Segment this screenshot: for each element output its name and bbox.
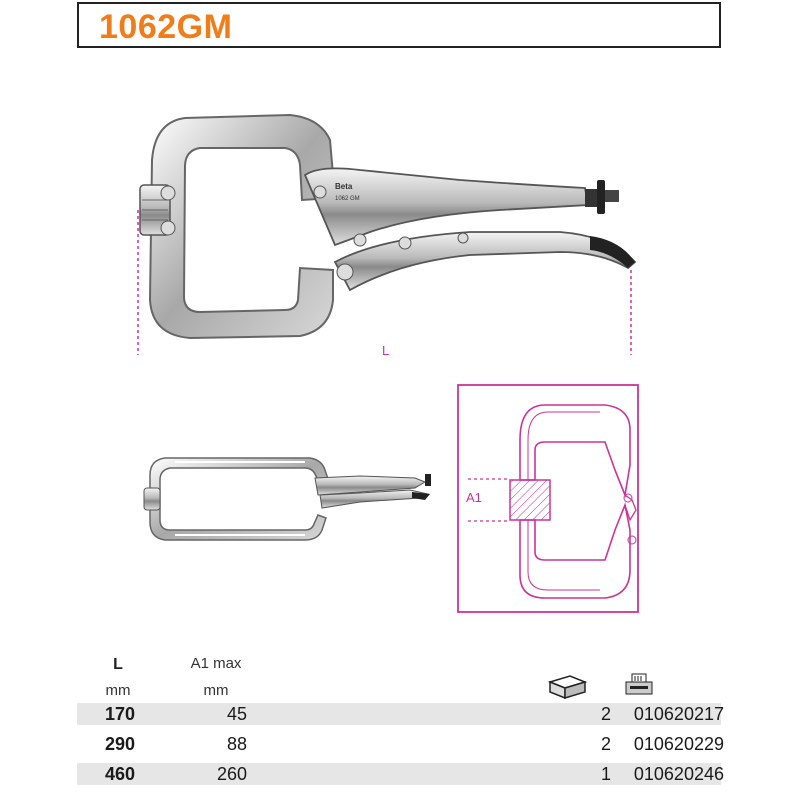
page-title: 1062GM [99, 8, 233, 46]
box-icon [550, 676, 585, 698]
col-L-unit: mm [105, 682, 131, 699]
cell-A1: 88 [226, 734, 247, 754]
cell-code: 010620217 [633, 704, 724, 724]
capacity-diagram [458, 385, 638, 612]
cell-code: 010620229 [633, 734, 724, 754]
cell-qty: 2 [600, 734, 611, 754]
cell-code: 010620246 [633, 764, 724, 784]
table-row [77, 733, 724, 755]
dimension-A1-label: A1 [466, 490, 482, 505]
cell-L: 170 [104, 704, 135, 724]
dimension-L-label: L [382, 343, 390, 358]
table-row [77, 763, 724, 785]
open-plier-image [144, 458, 431, 540]
cell-A1: 260 [216, 764, 247, 784]
main-plier-image [140, 115, 635, 338]
col-A1-header: A1 max [190, 655, 242, 672]
tool-brand-stamp: Beta [335, 182, 353, 191]
cell-L: 460 [104, 764, 135, 784]
cell-qty: 2 [600, 704, 611, 724]
col-A1-unit: mm [203, 682, 229, 699]
col-L-header: L [113, 656, 123, 673]
cell-L: 290 [104, 734, 135, 754]
cell-A1: 45 [226, 704, 247, 724]
cell-qty: 1 [600, 764, 611, 784]
barcode-printer-icon [626, 674, 652, 694]
table-row [77, 703, 724, 725]
tool-model-stamp: 1062 GM [335, 196, 360, 202]
